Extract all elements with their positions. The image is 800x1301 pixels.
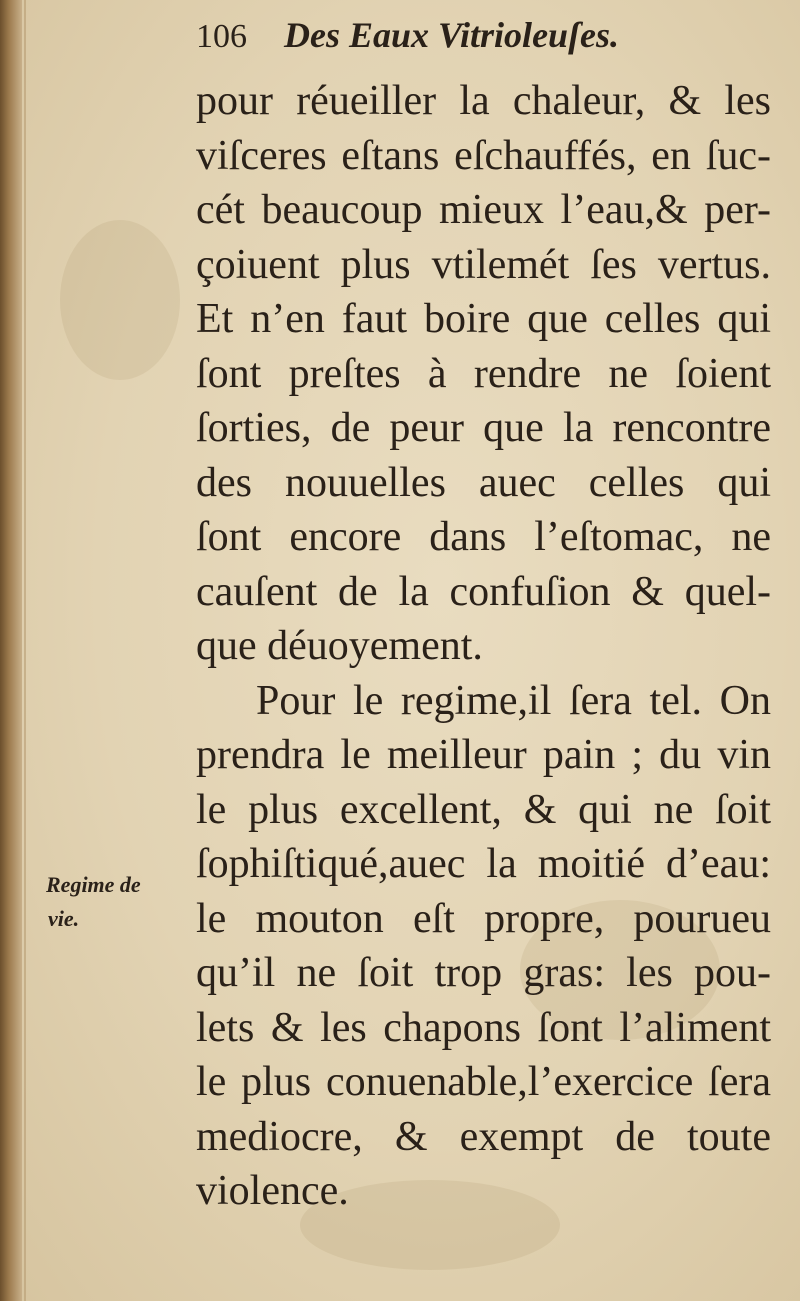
text-line: cét beaucoup mieux l’eau,& per- xyxy=(196,187,771,233)
page-number: 106 xyxy=(196,18,247,55)
text-line: le plus conuenable,l’exercice ſera xyxy=(196,1059,771,1105)
text-line: ſophiſtiqué,auec la moitié d’eau: xyxy=(196,841,771,887)
text-line: qu’il ne ſoit trop gras: les pou- xyxy=(196,950,771,996)
text-line: pour réueiller la chaleur, & les xyxy=(196,78,771,124)
text-line: que déuoyement. xyxy=(196,623,483,669)
body-text xyxy=(196,74,771,1219)
running-title: Des Eaux Vitrioleuſes. xyxy=(284,15,620,55)
text-line: ſont encore dans l’eſtomac, ne xyxy=(196,514,771,560)
text-line: prendra le meilleur pain ; du vin xyxy=(196,732,771,778)
text-line: le mouton eſt propre, pourueu xyxy=(196,895,771,942)
text-line: lets & les chapons ſont l’aliment xyxy=(196,1004,771,1051)
text-line: le plus excellent, & qui ne ſoit xyxy=(196,786,771,833)
text-line: ſorties, de peur que la rencontre xyxy=(196,405,771,451)
paragraph-first-line: Pour le regime,il ſera tel. On xyxy=(256,677,771,724)
page-binding-edge xyxy=(0,0,22,1301)
page-gutter-line xyxy=(24,0,26,1301)
text-line: cauſent de la confuſion & quel- xyxy=(196,568,771,615)
text-line: çoiuent plus vtilemét ſes vertus. xyxy=(196,241,771,288)
marginal-note xyxy=(46,868,186,936)
text-line: violence. xyxy=(196,1168,349,1214)
text-line: viſceres eſtans eſchauffés, en ſuc- xyxy=(196,132,771,179)
text-line: ſont preſtes à rendre ne ſoient xyxy=(196,350,771,397)
text-line: Et n’en faut boire que celles qui xyxy=(196,296,771,342)
text-line: des nouuelles auec celles qui xyxy=(196,459,771,506)
page-header xyxy=(196,14,619,56)
paper-stain xyxy=(60,220,180,380)
text-line: mediocre, & exempt de toute xyxy=(196,1113,771,1160)
marginal-note-line: Regime de xyxy=(46,872,141,897)
marginal-note-line: vie. xyxy=(48,906,80,931)
